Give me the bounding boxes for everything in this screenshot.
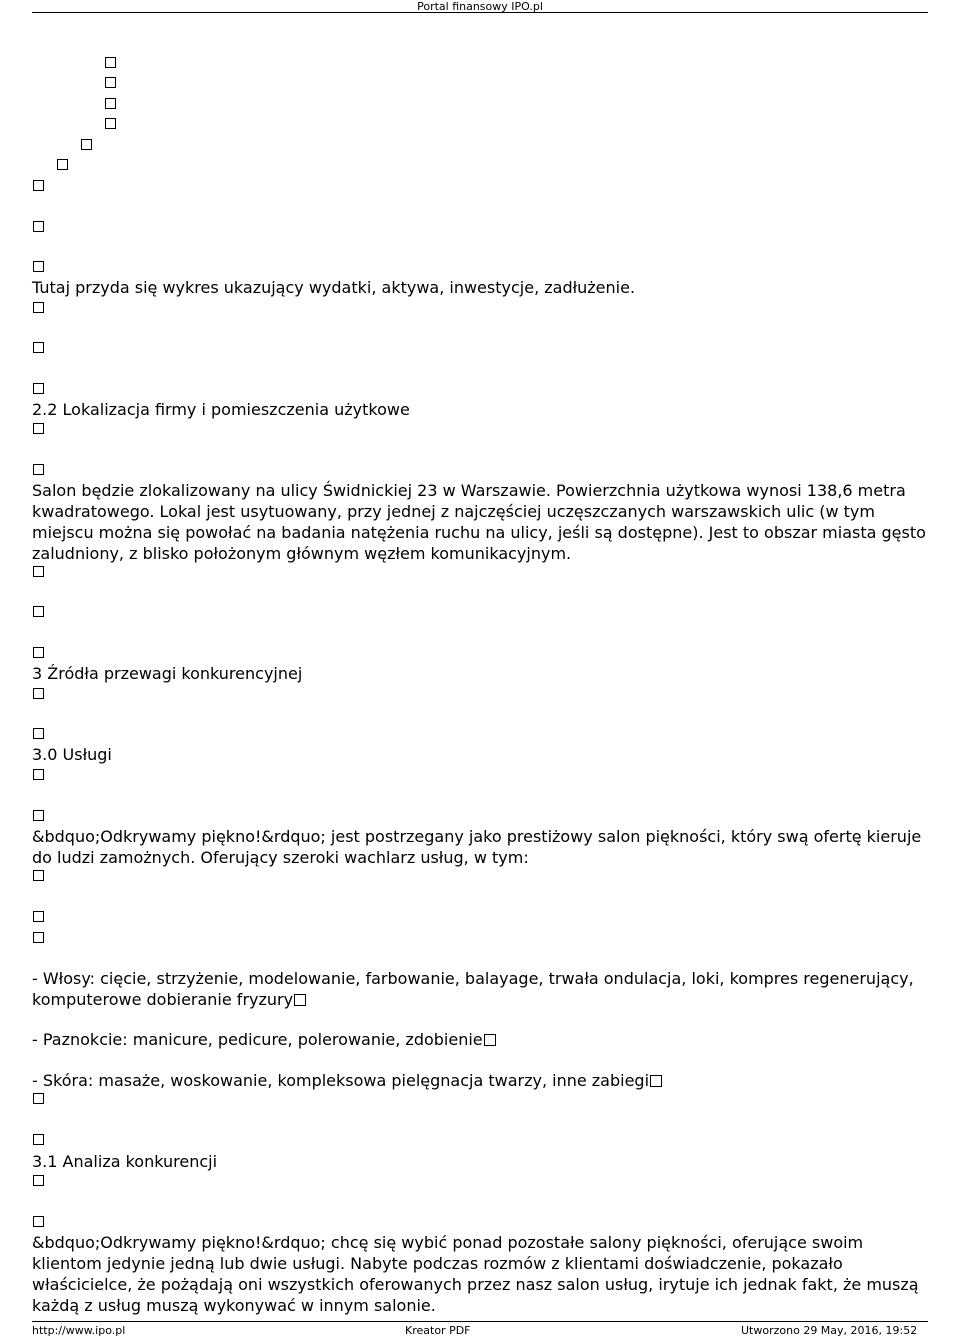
missing-glyph-box (33, 423, 44, 434)
missing-glyph-box (33, 261, 44, 272)
footer-creator: Kreator PDF (405, 1324, 471, 1337)
missing-glyph-box (484, 1034, 496, 1046)
missing-glyph-box (33, 1175, 44, 1186)
service-item-skin (32, 1070, 932, 1091)
missing-glyph-box (105, 98, 116, 109)
section-heading-3-0: 3.0 Usługi (32, 745, 112, 764)
missing-glyph-box (33, 464, 44, 475)
missing-glyph-box (105, 77, 116, 88)
missing-glyph-box (33, 606, 44, 617)
missing-glyph-box (294, 994, 306, 1006)
missing-glyph-box (81, 139, 92, 150)
section-heading-3: 3 Źródła przewagi konkurencyjnej (32, 664, 303, 683)
missing-glyph-box (105, 118, 116, 129)
service-item-text: - Włosy: cięcie, strzyżenie, modelowanie, farbowanie, balayage, trwała ondulacja, loki, kompres regenerujący, komputerowe dobieranie fryzury (32, 969, 914, 1009)
service-item-text: - Skóra: masaże, woskowanie, kompleksowa pielęgnacja twarzy, inne zabiegi (32, 1071, 650, 1090)
service-item-text: - Paznokcie: manicure, pedicure, polerowanie, zdobienie (32, 1030, 483, 1049)
page-header: Portal finansowy IPO.pl (417, 0, 543, 13)
chart-note: Tutaj przyda się wykres ukazujący wydatki, aktywa, inwestycje, zadłużenie. (32, 278, 636, 297)
section-heading-2-2: 2.2 Lokalizacja firmy i pomieszczenia użytkowe (32, 400, 410, 419)
missing-glyph-box (33, 221, 44, 232)
missing-glyph-box (33, 1134, 44, 1145)
missing-glyph-box (33, 769, 44, 780)
missing-glyph-box (33, 180, 44, 191)
missing-glyph-box (33, 1093, 44, 1104)
missing-glyph-box (33, 911, 44, 922)
missing-glyph-box (33, 870, 44, 881)
service-item-nails (32, 1029, 932, 1050)
competition-paragraph: &bdquo;Odkrywamy piękno!&rdquo; chcę się wybić ponad pozostałe salony piękności, oferujące swoim klientom jedynie jedną lub dwie usługi. Nabyte podczas rozmów z klientami doświadczenie, pokazało właścicielce, że pożądają oni wszystkich oferowanych przez nasz salon usług, irytuje ich jednak fakt, że muszą każdą z usług muszą wykonywać w innym salonie. (32, 1233, 919, 1315)
section-heading-3-1: 3.1 Analiza konkurencji (32, 1152, 218, 1171)
missing-glyph-box (33, 932, 44, 943)
missing-glyph-box (33, 383, 44, 394)
service-item-hair (32, 968, 932, 1010)
header-divider (32, 12, 928, 13)
missing-glyph-box (650, 1075, 662, 1087)
footer-divider (32, 1321, 928, 1322)
missing-glyph-box (33, 566, 44, 577)
missing-glyph-box (33, 302, 44, 313)
missing-glyph-box (33, 728, 44, 739)
missing-glyph-box (57, 159, 68, 170)
missing-glyph-box (33, 342, 44, 353)
missing-glyph-box (33, 1216, 44, 1227)
missing-glyph-box (33, 647, 44, 658)
missing-glyph-box (105, 57, 116, 68)
missing-glyph-box (33, 810, 44, 821)
location-paragraph: Salon będzie zlokalizowany na ulicy Świdnickiej 23 w Warszawie. Powierzchnia użytkowa wynosi 138,6 metra kwadratowego. Lokal jest usytuowany, przy jednej z najczęściej uczęszczanych warszawskich ulic (w tym miejscu można się powołać na badania natężenia ruchu na ulicy, jeśli są dostępne). Jest to obszar miasta gęsto zaludniony, z blisko położonym głównym węzłem komunikacyjnym. (32, 481, 926, 563)
footer-url: http://www.ipo.pl (32, 1324, 126, 1337)
footer-created-date: Utworzono 29 May, 2016, 19:52 (741, 1324, 918, 1337)
services-intro: &bdquo;Odkrywamy piękno!&rdquo; jest postrzegany jako prestiżowy salon piękności, który swą ofertę kieruje do ludzi zamożnych. Oferujący szeroki wachlarz usług, w tym: (32, 827, 922, 867)
missing-glyph-box (33, 688, 44, 699)
